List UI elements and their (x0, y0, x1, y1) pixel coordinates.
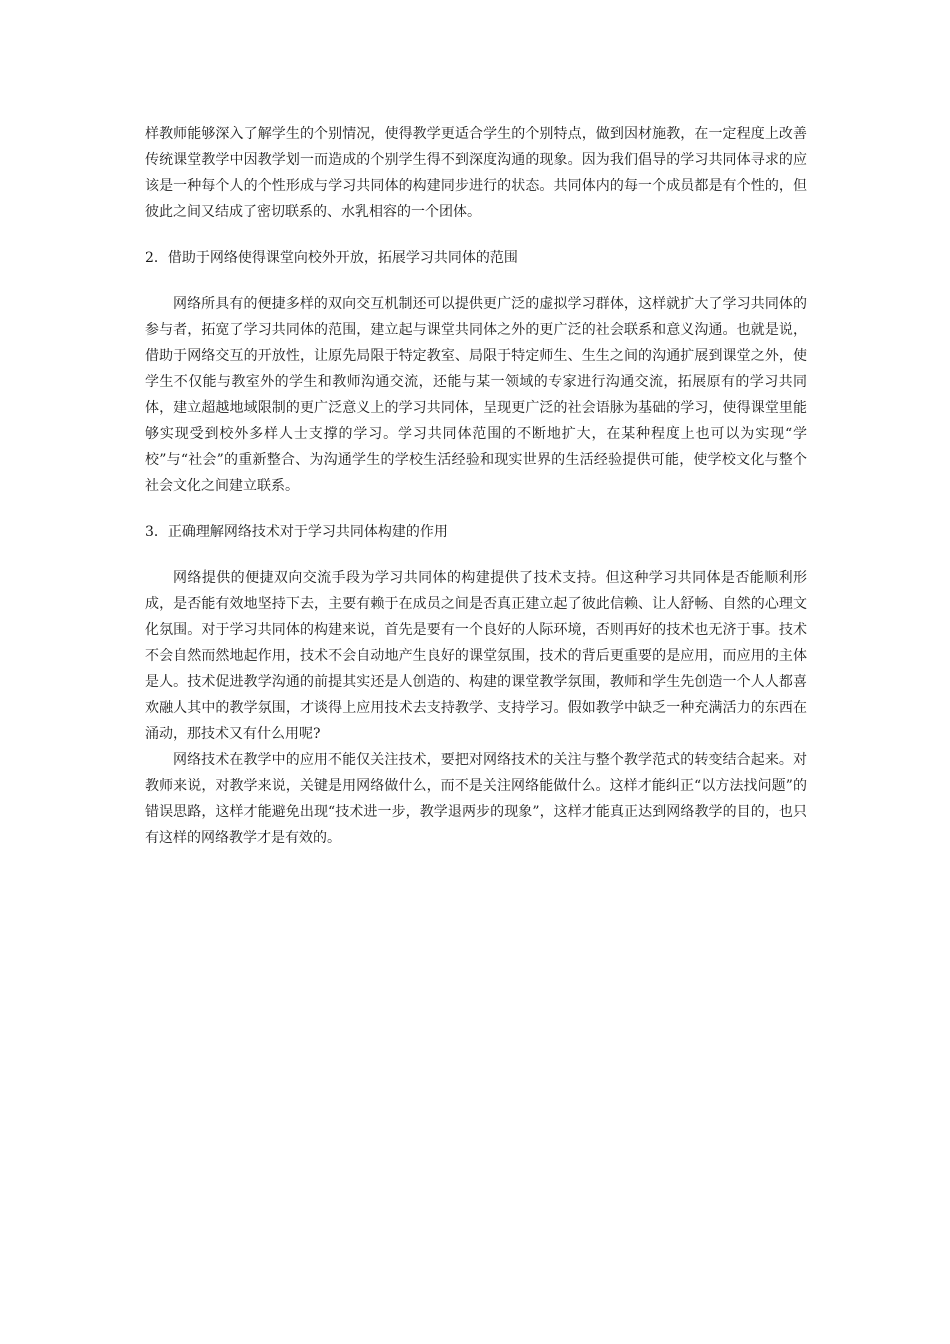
paragraph-continuation: 样教师能够深入了解学生的个别情况，使得教学更适合学生的个别特点，做到因材施教，在一定程度上改善传统课堂教学中因教学划一而造成的个别学生得不到深度沟通的现象。因为我们倡导的学习共同体寻求的应该是一种每个人的个性形成与学习共同体的构建同步进行的状态。共同体内的每一个成员都是有个性的，但彼此之间又结成了密切联系的、水乳相容的一个团体。 (145, 126, 807, 220)
paragraph-spacer (145, 499, 807, 519)
paragraph-spacer (145, 225, 807, 245)
paragraph-spacer (145, 545, 807, 565)
paragraph-network-interaction: 网络所具有的便捷多样的双向交互机制还可以提供更广泛的虚拟学习群体，这样就扩大了学习共同体的参与者，拓宽了学习共同体的范围，建立起与课堂共同体之外的更广泛的社会联系和意义沟通。也就是说，借助于网络交互的开放性，让原先局限于特定教室、局限于特定师生、生生之间的沟通扩展到课堂之外，使学生不仅能与教室外的学生和教师沟通交流，还能与某一领域的专家进行沟通交流，拓展原有的学习共同体，建立超越地域限制的更广泛意义上的学习共同体，呈现更广泛的社会语脉为基础的学习，使得课堂里能够实现受到校外多样人士支撑的学习。学习共同体范围的不断地扩大，在某种程度上也可以为实现“学校”与“社会”的重新整合、为沟通学生的学校生活经验和现实世界的生活经验提供可能，使学校文化与整个社会文化之间建立联系。 (145, 296, 807, 494)
paragraph-technical-support: 网络提供的便捷双向交流手段为学习共同体的构建提供了技术支持。但这种学习共同体是否能顺利形成，是否能有效地坚持下去，主要有赖于在成员之间是否真正建立起了彼此信赖、让人舒畅、自然的心理文化氛围。对于学习共同体的构建来说，首先是要有一个良好的人际环境，否则再好的技术也无济于事。技术不会自然而然地起作用，技术不会自动地产生良好的课堂氛围，技术的背后更重要的是应用，而应用的主体是人。技术促进教学沟通的前提其实还是人创造的、构建的课堂教学氛围，教师和学生先创造一个人人都喜欢融人其中的教学氛围，才谈得上应用技术去支持教学、支持学习。假如教学中缺乏一种充满活力的东西在涌动，那技术又有什么用呢? (145, 570, 807, 742)
section-heading-2: 2．借助于网络使得课堂向校外开放，拓展学习共同体的范围 (145, 250, 518, 266)
paragraph-spacer (145, 271, 807, 291)
document-body (145, 121, 807, 851)
section-heading-3: 3．正确理解网络技术对于学习共同体构建的作用 (145, 524, 448, 540)
paragraph-teaching-paradigm: 网络技术在教学中的应用不能仅关注技术，要把对网络技术的关注与整个教学范式的转变结合起来。对教师来说，对教学来说，关键是用网络做什么，而不是关注网络能做什么。这样才能纠正“以方法找问题”的错误思路，这样才能避免出现“技术进一步，教学退两步的现象”，这样才能真正达到网络教学的目的，也只有这样的网络教学才是有效的。 (145, 752, 807, 846)
